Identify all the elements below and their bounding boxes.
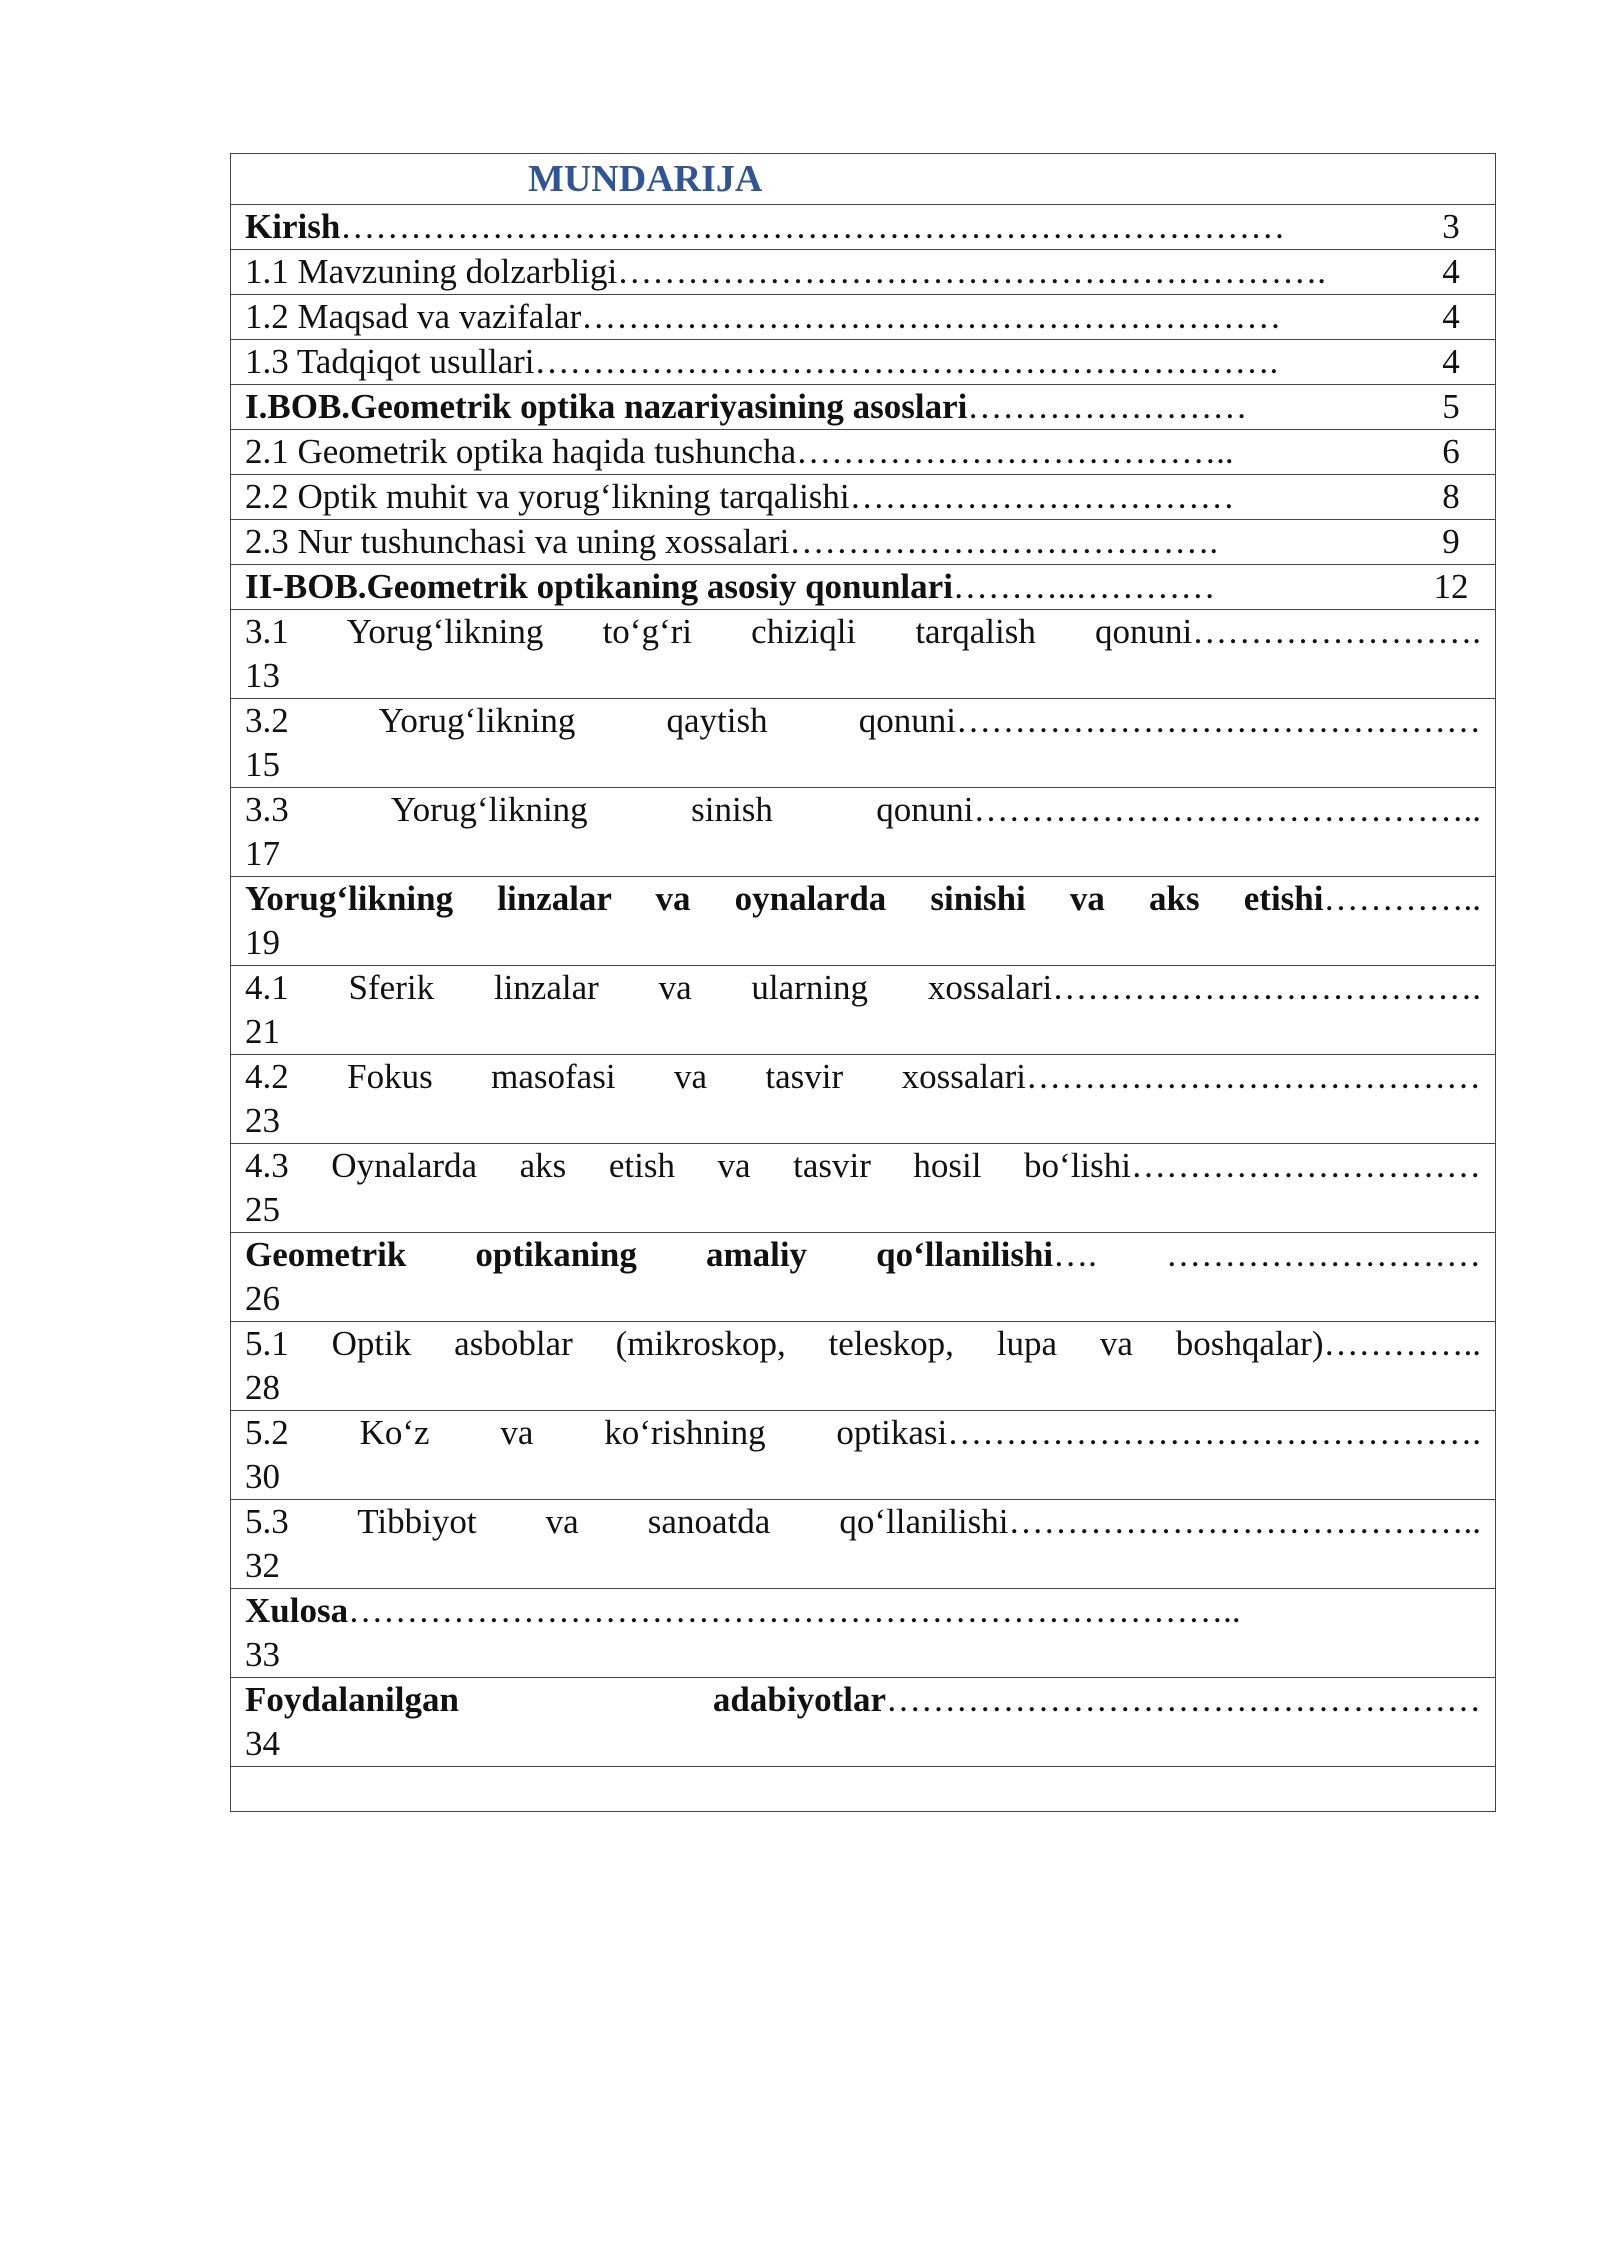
toc-page-number: 17 [245,834,280,873]
toc-entry [245,520,1218,564]
toc-row [231,699,1496,788]
toc-row [231,520,1496,565]
toc-entry-heading: Geometrik optikaning amaliy qo‘llanilishi [245,1235,1054,1274]
toc-row [231,877,1496,966]
toc-entry [245,205,1285,249]
toc-page-number: 33 [245,1635,280,1674]
toc-entry-text: 3.2 Yorug‘likning qaytish qonuni……………………………………… [245,701,1481,740]
toc-page-number: 23 [245,1101,280,1140]
toc-cell [231,430,1496,475]
toc-entry-heading: I.BOB.Geometrik optika nazariyasining asoslari [245,387,968,426]
toc-row [231,1500,1496,1589]
toc-page-number: 5 [1442,387,1460,426]
toc-entry-heading: Yorug‘likning linzalar va oynalarda sinishi va aks etishi [245,879,1324,918]
toc-line [245,430,1481,474]
toc-line [245,250,1481,294]
toc-page-number: 4 [1442,342,1460,381]
toc-entry-text: 2.1 Geometrik optika haqida tushuncha……………………………….. [245,432,1234,471]
toc-entry [245,430,1234,474]
toc-title: MUNDARIJA [528,158,763,200]
toc-entry [245,699,1481,743]
toc-cell [231,1589,1496,1678]
toc-page-number: 32 [245,1546,280,1585]
toc-page-number: 3 [1442,207,1460,246]
toc-page-number: 26 [245,1279,280,1318]
table-of-contents [230,153,1496,1812]
toc-page-number: 19 [245,923,280,962]
toc-empty-cell [231,1767,1496,1812]
toc-cell [231,565,1496,610]
toc-page-number: 25 [245,1190,280,1229]
toc-page-number: 28 [245,1368,280,1407]
toc-page-number: 12 [1433,567,1469,606]
toc-line [245,520,1481,564]
toc-entry-heading: Kirish [245,207,341,246]
toc-row [231,205,1496,250]
toc-entry-heading: II-BOB.Geometrik optikaning asosiy qonunlari [245,567,953,606]
toc-entry-leader: …………………… [967,387,1248,426]
toc-entry [245,610,1481,654]
toc-entry [245,788,1481,832]
toc-entry-text: 3.1 Yorug‘likning to‘g‘ri chiziqli tarqalish qonuni……………………. [245,612,1481,651]
toc-row [231,340,1496,385]
toc-entry-leader: ………….. [1323,879,1481,918]
toc-page-number: 34 [245,1724,280,1763]
toc-entry [245,565,1215,609]
toc-row [231,475,1496,520]
toc-row [231,1411,1496,1500]
toc-cell [231,1144,1496,1233]
toc-page-number: 30 [245,1457,280,1496]
toc-page-number: 6 [1442,432,1460,471]
toc-entry [245,385,1247,429]
toc-page-number: 4 [1442,252,1460,291]
toc-cell [231,295,1496,340]
toc-cell [231,1322,1496,1411]
toc-empty-row [231,1767,1496,1812]
toc-entry [245,1411,1481,1455]
toc-row [231,610,1496,699]
toc-cell [231,1411,1496,1500]
toc-entry-leader: …. ……………………… [1053,1235,1481,1274]
toc-row [231,788,1496,877]
toc-entry-text: 5.3 Tibbiyot va sanoatda qo‘llanilishi………………………………….. [245,1502,1481,1541]
toc-entry [245,250,1326,294]
toc-page-number: 4 [1442,297,1460,336]
toc-line [245,295,1481,339]
toc-page-number: 21 [245,1012,280,1051]
toc-row [231,966,1496,1055]
toc-entry-leader: ………..………… [952,567,1216,606]
toc-entry-heading: Xulosa [245,1591,349,1630]
toc-cell [231,475,1496,520]
toc-entry [245,1233,1481,1277]
toc-body [231,154,1496,1812]
toc-entry-text: 1.2 Maqsad va vazifalar…………………………………………………… [245,297,1282,336]
toc-row [231,1322,1496,1411]
toc-entry [245,475,1235,519]
toc-cell [231,1678,1496,1767]
toc-entry-text: 2.2 Optik muhit va yorug‘likning tarqalishi…………………………… [245,477,1235,516]
toc-row [231,1233,1496,1322]
toc-cell [231,1233,1496,1322]
toc-cell [231,385,1496,430]
toc-cell [231,205,1496,250]
toc-page-number: 13 [245,656,280,695]
toc-entry [245,1055,1481,1099]
toc-title-cell [231,154,1496,205]
toc-line [245,385,1481,429]
toc-cell [231,340,1496,385]
toc-cell [231,520,1496,565]
toc-entry [245,1144,1481,1188]
toc-entry [245,877,1481,921]
toc-line [245,340,1481,384]
toc-entry-text: 5.1 Optik asboblar (mikroskop, teleskop, lupa va boshqalar)………….. [245,1324,1481,1363]
toc-row [231,565,1496,610]
toc-entry-text: 1.1 Mavzuning dolzarbligi……………………………………………………. [245,252,1327,291]
toc-row [231,1055,1496,1144]
toc-entry-text: 1.3 Tadqiqot usullari………………………………………………………. [245,342,1279,381]
toc-row [231,1144,1496,1233]
toc-cell [231,1500,1496,1589]
toc-entry-heading: Foydalanilgan adabiyotlar [245,1680,886,1719]
toc-entry-text: 4.2 Fokus masofasi va tasvir xossalari………………………………… [245,1057,1481,1096]
toc-entry [245,1322,1481,1366]
toc-entry [245,340,1278,384]
toc-entry-text: 2.3 Nur tushunchasi va uning xossalari………………………………. [245,522,1219,561]
toc-row [231,1589,1496,1678]
toc-page-number: 15 [245,745,280,784]
toc-entry-text: 3.3 Yorug‘likning sinish qonuni…………………………………….. [245,790,1481,829]
toc-entry-text: 4.1 Sferik linzalar va ularning xossalari………………………………. [245,968,1481,1007]
toc-entry [245,1678,1481,1722]
toc-row [231,1678,1496,1767]
toc-entry [245,1589,1481,1633]
toc-cell [231,699,1496,788]
toc-row [231,295,1496,340]
toc-entry-text: 4.3 Oynalarda aks etish va tasvir hosil bo‘lishi………………………… [245,1146,1481,1185]
toc-cell [231,966,1496,1055]
toc-cell [231,788,1496,877]
toc-row [231,250,1496,295]
toc-page-number: 9 [1442,522,1460,561]
toc-entry [245,1500,1481,1544]
toc-cell [231,877,1496,966]
toc-entry [245,966,1481,1010]
toc-entry [245,295,1281,339]
toc-line [245,475,1481,519]
toc-row [231,385,1496,430]
toc-line [245,205,1481,249]
toc-cell [231,610,1496,699]
toc-line [245,565,1481,609]
toc-cell [231,250,1496,295]
toc-entry-leader: …………………………………………… [886,1680,1481,1719]
toc-page-number: 8 [1442,477,1460,516]
toc-row [231,430,1496,475]
toc-entry-text: 5.2 Ko‘z va ko‘rishning optikasi………………………………………. [245,1413,1481,1452]
toc-title-row [231,154,1496,205]
toc-entry-leader: ………………………………………………………………….. [348,1591,1241,1630]
toc-cell [231,1055,1496,1144]
toc-entry-leader: ……………………………………………………………………… [340,207,1286,246]
